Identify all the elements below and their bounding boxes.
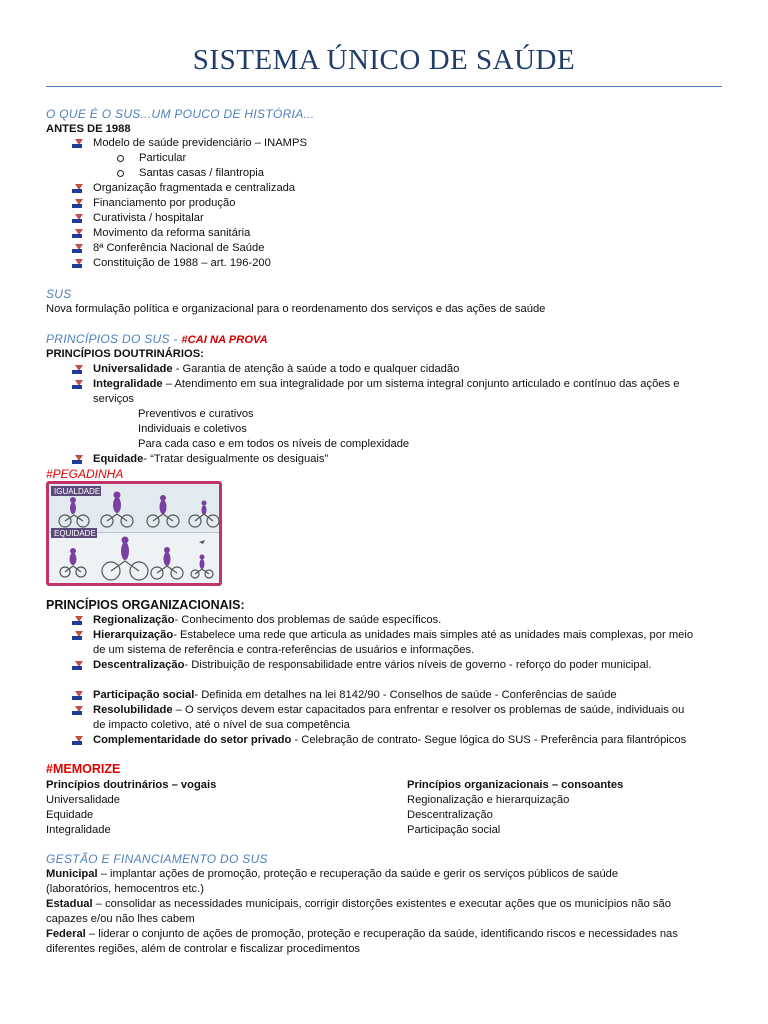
regionalizacao-term: Regionalização	[93, 614, 175, 626]
history-item: Movimento da reforma sanitária	[93, 227, 251, 239]
federal-term: Federal	[46, 928, 86, 940]
bullet-icon	[72, 365, 83, 376]
sus-heading: SUS	[46, 287, 72, 301]
bullet-icon	[72, 244, 83, 255]
org-label: PRINCÍPIOS ORGANIZACIONAIS:	[46, 598, 245, 612]
complementaridade-text: - Celebração de contrato- Segue lógica do SUS - Preferência para filantrópicos	[291, 734, 687, 746]
federal-text: – liderar o conjunto de ações de promoção, proteção e recuperação da saúde, identificando riscos e necessidades nas	[85, 928, 678, 940]
bullet-icon	[72, 229, 83, 240]
participacao-item	[93, 688, 617, 703]
integralidade-item	[93, 377, 679, 392]
bullet-icon	[72, 214, 83, 225]
bullet-icon	[72, 736, 83, 747]
history-item: Constituição de 1988 – art. 196-200	[93, 257, 271, 269]
title-divider	[46, 86, 722, 87]
memorize-tag: #MEMORIZE	[46, 762, 121, 776]
igualdade-label: IGUALDADE	[54, 487, 101, 496]
gestao-heading: GESTÃO E FINANCIAMENTO DO SUS	[46, 852, 268, 866]
doctrinal-label: PRINCÍPIOS DOUTRINÁRIOS:	[46, 348, 204, 360]
estadual-term: Estadual	[46, 898, 93, 910]
memorize-right-item: Regionalização e hierarquização	[407, 794, 570, 806]
igualdade-equidade-illustration	[46, 481, 222, 586]
principles-heading-text: PRINCÍPIOS DO SUS -	[46, 332, 182, 346]
descentralizacao-item	[93, 658, 651, 673]
regionalizacao-item	[93, 613, 441, 628]
participacao-term: Participação social	[93, 689, 195, 701]
hierarquizacao-item	[93, 628, 693, 643]
bullet-icon	[72, 706, 83, 717]
bullet-icon	[72, 661, 83, 672]
memorize-right-item: Descentralização	[407, 809, 493, 821]
history-item: 8ª Conferência Nacional de Saúde	[93, 242, 265, 254]
equidade-item	[93, 452, 328, 467]
integralidade-text: – Atendimento em sua integralidade por um sistema integral conjunto articulado e contínuo das ações e	[162, 378, 680, 390]
history-subitem: Santas casas / filantropia	[139, 167, 264, 179]
equidade-label: EQUIDADE	[54, 529, 96, 538]
bullet-icon	[72, 616, 83, 627]
history-item: Financiamento por produção	[93, 197, 236, 209]
cai-na-prova-tag: #CAI NA PROVA	[181, 334, 268, 346]
memorize-right-item: Participação social	[407, 824, 501, 836]
memorize-left-item: Integralidade	[46, 824, 111, 836]
complementaridade-term: Complementaridade do setor privado	[93, 734, 292, 746]
bullet-icon	[72, 691, 83, 702]
memorize-right-head: Princípios organizacionais – consoantes	[407, 779, 624, 791]
sus-definition: Nova formulação política e organizacional para o reordenamento dos serviços e das ações de saúde	[46, 303, 546, 315]
history-item-inamps: Modelo de saúde previdenciário – INAMPS	[93, 137, 307, 149]
municipal-text: – implantar ações de promoção, proteção e recuperação da saúde e gerir os serviços públicos de saúde	[97, 868, 619, 880]
universalidade-text: - Garantia de atenção à saúde a todo e qualquer cidadão	[172, 363, 460, 375]
bullet-icon	[72, 455, 83, 466]
universalidade-term: Universalidade	[93, 363, 173, 375]
participacao-text: - Definida em detalhes na lei 8142/90 - Conselhos de saúde - Conferências de saúde	[194, 689, 617, 701]
bullet-icon	[72, 184, 83, 195]
memorize-left-item: Universalidade	[46, 794, 121, 806]
bullet-icon	[72, 631, 83, 642]
federal-text-cont: diferentes regiões, além de controlar e fiscalizar procedimentos	[46, 943, 361, 955]
resolubilidade-term: Resolubilidade	[93, 704, 173, 716]
memorize-left-head: Princípios doutrinários – vogais	[46, 779, 217, 791]
equidade-text: - “Tratar desigualmente os desiguais”	[143, 453, 329, 465]
before-1988-label: ANTES DE 1988	[46, 123, 131, 135]
bullet-icon	[72, 199, 83, 210]
bullet-icon	[72, 139, 83, 150]
descentralizacao-term: Descentralização	[93, 659, 185, 671]
municipal-item	[46, 867, 618, 882]
bullet-icon	[72, 380, 83, 391]
history-item: Curativista / hospitalar	[93, 212, 204, 224]
history-subitem: Particular	[139, 152, 187, 164]
history-item: Organização fragmentada e centralizada	[93, 182, 296, 194]
resolubilidade-item	[93, 703, 684, 718]
pegadinha-tag: #PEGADINHA	[46, 467, 124, 481]
history-heading: O QUE É O SUS...UM POUCO DE HISTÓRIA...	[46, 107, 315, 121]
federal-item	[46, 927, 678, 942]
equidade-term: Equidade	[93, 453, 144, 465]
hierarquizacao-text: - Estabelece uma rede que articula as unidades mais simples até as unidades mais complexas, por meio	[173, 629, 694, 641]
hierarquizacao-text-cont: de um sistema de referência e contra-referências de usuários e informações.	[93, 644, 475, 656]
bullet-icon	[72, 259, 83, 270]
document-title: SISTEMA ÚNICO DE SAÚDE	[192, 44, 576, 76]
integralidade-subitem: Para cada caso e em todos os níveis de complexidade	[138, 438, 410, 450]
circle-bullet-icon	[117, 155, 124, 162]
universalidade-item	[93, 362, 459, 377]
municipal-term: Municipal	[46, 868, 98, 880]
regionalizacao-text: - Conhecimento dos problemas de saúde específicos.	[174, 614, 442, 626]
memorize-left-item: Equidade	[46, 809, 94, 821]
integralidade-subitem: Preventivos e curativos	[138, 408, 254, 420]
municipal-text-cont: (laboratórios, hemocentros etc.)	[46, 883, 204, 895]
integralidade-subitem: Individuais e coletivos	[138, 423, 247, 435]
integralidade-term: Integralidade	[93, 378, 163, 390]
estadual-text-cont: capazes e/ou não lhes cabem	[46, 913, 195, 925]
circle-bullet-icon	[117, 170, 124, 177]
complementaridade-item	[93, 733, 686, 748]
descentralizacao-text: - Distribuição de responsabilidade entre vários níveis de governo - reforço do poder municipal.	[184, 659, 652, 671]
principles-heading	[46, 332, 268, 348]
estadual-item	[46, 897, 671, 912]
bicycles-illustration	[49, 484, 219, 583]
resolubilidade-text: – O serviços devem estar capacitados para enfrentar e resolver os problemas de saúde, individuais ou	[172, 704, 685, 716]
resolubilidade-text-cont: de impacto coletivo, até o nível de sua competência	[93, 719, 350, 731]
estadual-text: – consolidar as necessidades municipais, corrigir distorções existentes e executar ações que os municípios não são	[92, 898, 671, 910]
hierarquizacao-term: Hierarquização	[93, 629, 174, 641]
integralidade-text-cont: serviços	[93, 393, 135, 405]
